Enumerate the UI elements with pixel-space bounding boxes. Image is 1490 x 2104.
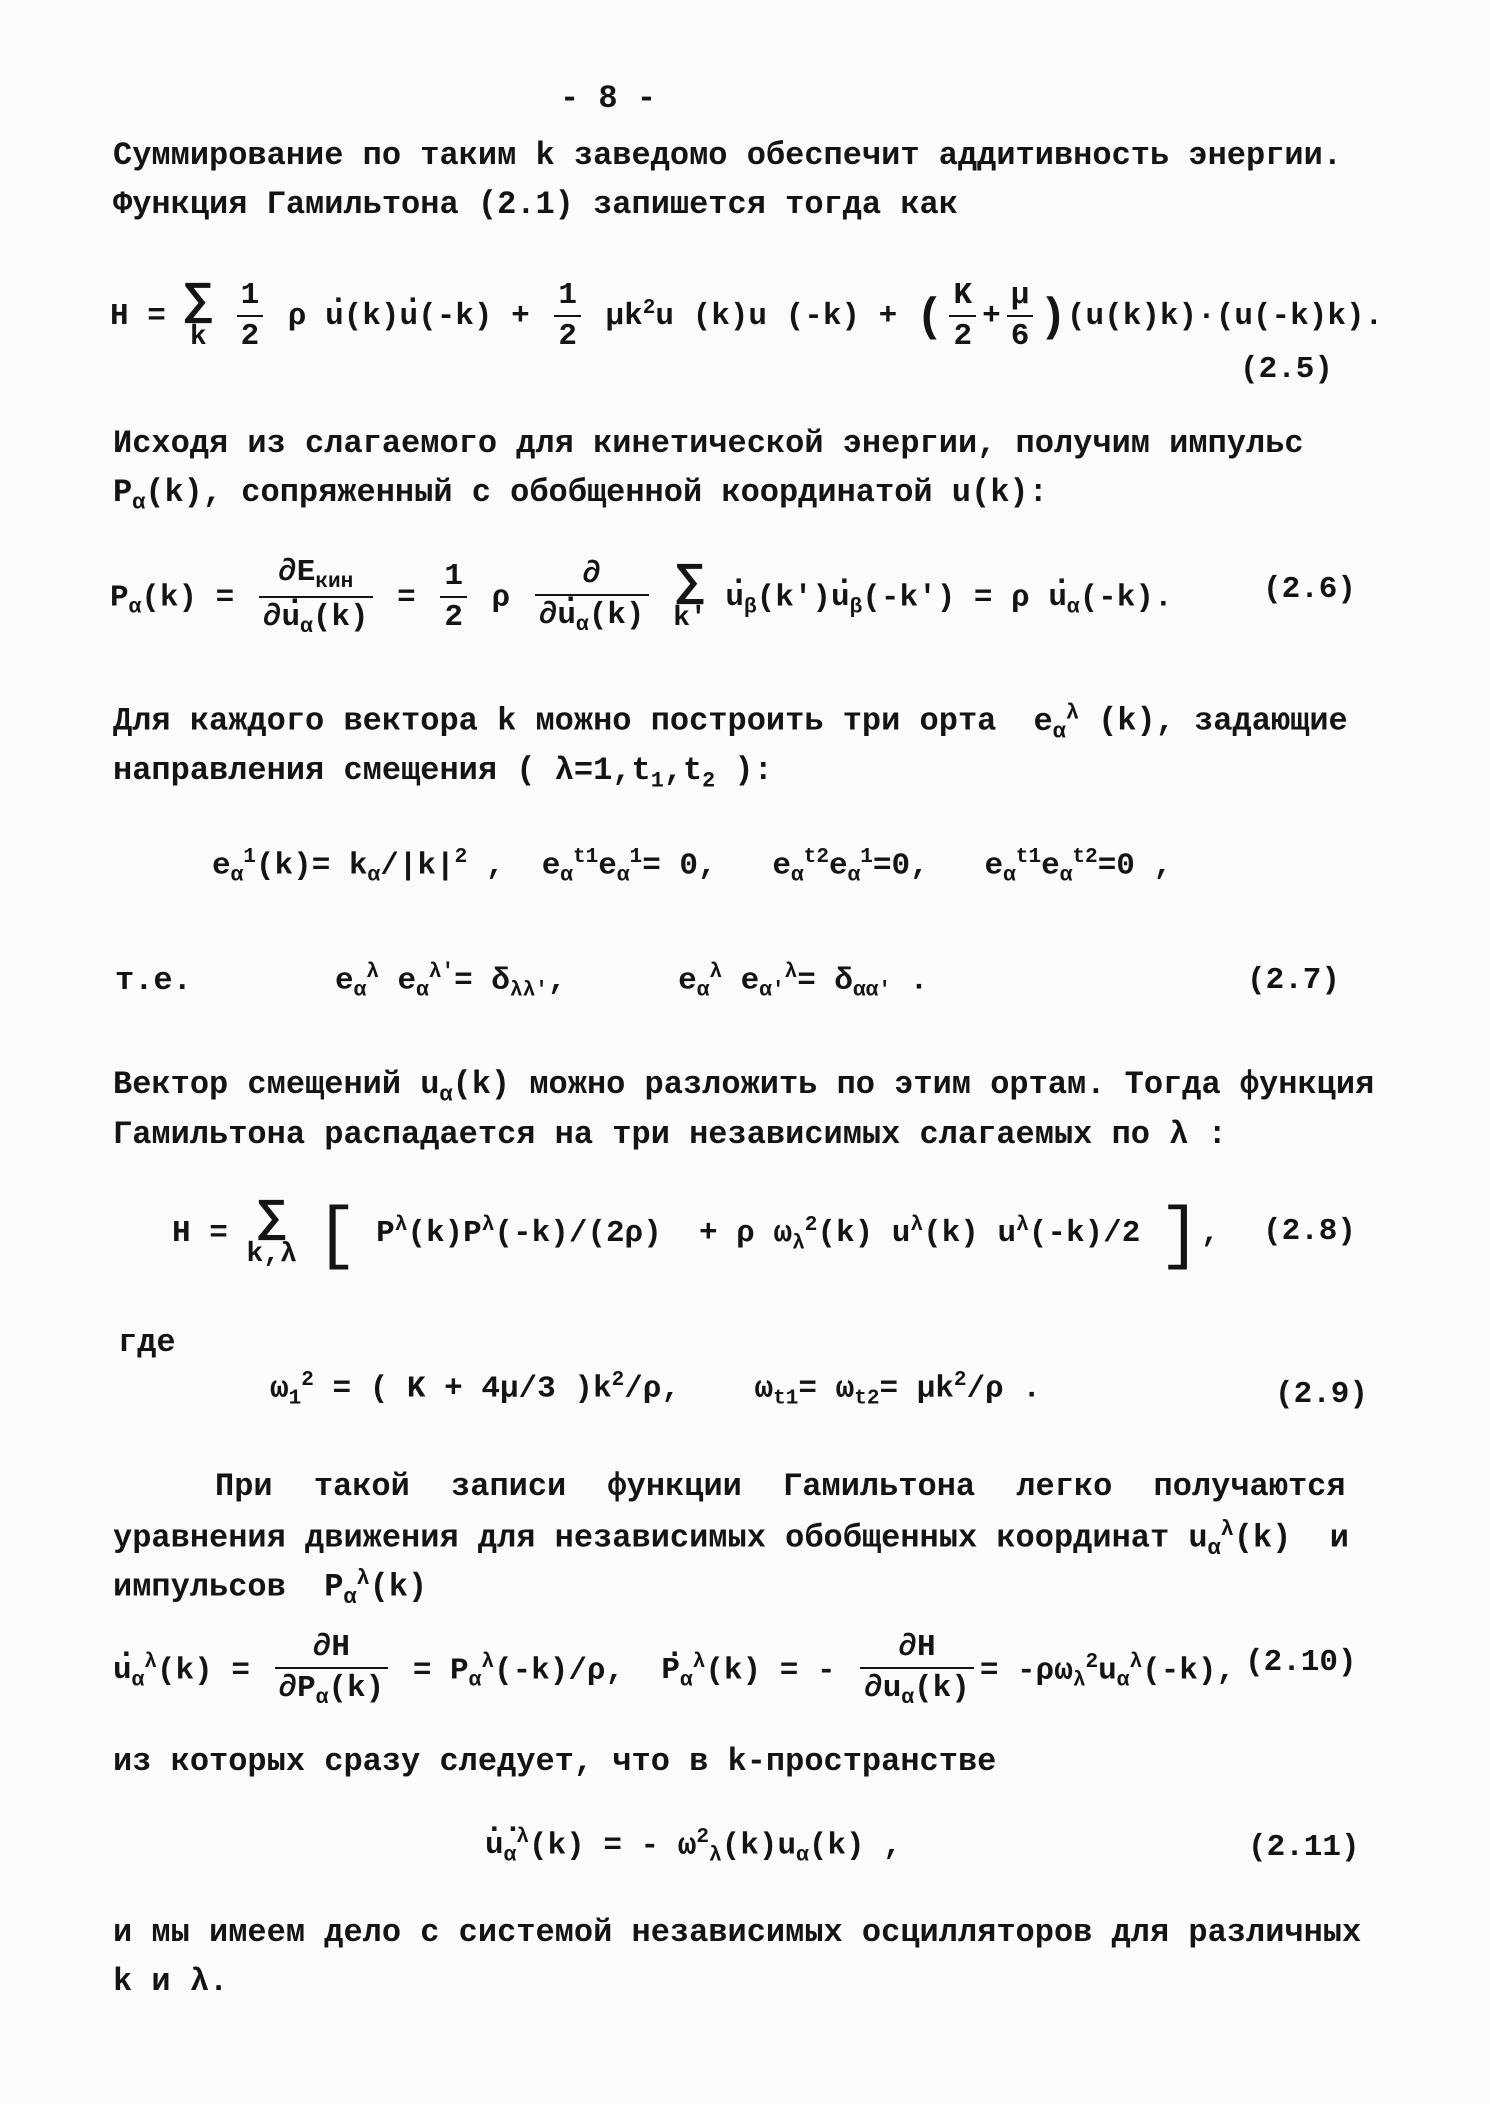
paragraph-2-line-1: Исходя из слагаемого для кинетической энергии, получим импульс [113,425,1304,462]
equation-label-2-6: (2.6) [1263,572,1357,607]
equation-2-7: $e_\alpha^\lambda$ $e_\alpha^{\lambda'}= \delta_{\lambda\lambda'}$, $e_\alpha^\lambda$ $e_{\alpha'}^\lambda= \delta_{\alpha\alpha'}$ . [335,960,929,1003]
paragraph-3-line-1-end: (k), задающие [1098,702,1348,740]
equation-label-2-11: (2.11) [1248,1830,1360,1865]
equation-label-2-8: (2.8) [1263,1214,1357,1249]
paragraph-6-line-1: из которых сразу следует, что в k-пространстве [113,1743,997,1780]
paragraph-2-line-2-text: , сопряженный с обобщенной координатой u(k): [202,474,1048,511]
page-number: - 8 - [560,80,657,117]
equation-2-8: H = ∑ k,λ [ $P^\lambda(k)P^\lambda(-k)/(2\rho) + \rho$ $\omega_\lambda^2(k)$ $u^\lambda(k)$ $u^\lambda(-k)/2$ ], [172,1192,1220,1278]
paragraph-7-line-1: и мы имеем дело с системой независимых осцилляторов для различных [113,1914,1362,1951]
paragraph-5-line-1: При такой записи функции Гамильтона легко получаются [215,1468,1346,1505]
equation-2-9: $\omega_1^2$ = ( K + 4μ/3 )$k^2/\rho$, $\omega_{t1}= \omega_{t2}= \mu k^2/\rho$ . [270,1368,1041,1411]
where-label: где [118,1324,176,1361]
paragraph-4-line-1: Вектор смещений $u_\alpha(k)$ можно разложить по этим ортам. Тогда функция [113,1066,1375,1108]
and-word: и [1329,1519,1349,1557]
paragraph-5-line-3-text: импульсов [113,1568,286,1606]
equation-label-2-7: (2.7) [1247,963,1341,998]
te-label: т.е. [115,962,192,999]
equation-label-2-10: (2.10) [1245,1645,1357,1680]
equation-2-10: . $u_\alpha^\lambda(k)$ = $\frac{\partial H}{\partial P_\alpha(k)}$ = $P_\alpha^\lambda(-k)/\rho$, . $P_\alpha^\lambda(k)$ = - $\frac{\partial H}{\partial u_\alpha(k)}$ = $-\rho\omega_\lambda^2u_\alpha^\lambda(-k)$, [113,1630,1235,1710]
paragraph-3-line-1: Для каждого вектора k можно построить три орта $e_\alpha^\lambda$ (k), задающие [113,700,1348,745]
unit-vector-relations: $e_\alpha^1(k)= k_\alpha/|k|^2$ , $e_\alpha^{t1}e_\alpha^1= 0$, $e_\alpha^{t2}e_\alpha^1=0$, $e_\alpha^{t1}e_\alpha^{t2}=0$ , [212,845,1173,888]
equation-2-6: $P_\alpha(k)$ = $\frac{\partial E_{кин}}{\partial. u_\alpha(k)}$ = $\frac{1}{2}$ ρ $\frac{\partial}{\partial. u_\alpha(k)}$ ∑ k' . $u_\beta(k')$. $u_\beta(-k') = \rho$ . $u_\alpha(-k)$. [110,555,1173,639]
paragraph-3-line-1-text: Для каждого вектора k можно построить три орта [113,702,997,740]
equation-label-2-9: (2.9) [1275,1377,1369,1412]
paragraph-1-line-1: Суммирование по таким k заведомо обеспечит аддитивность энергии. [113,137,1342,174]
paragraph-5-line-2-text: уравнения движения для независимых обобщенных координат [113,1519,1170,1557]
paragraph-4-line-1-rest: (k) можно разложить по этим ортам. Тогда функция [452,1066,1375,1103]
equation-2-5: H = ∑ k $\frac{1}{2}$ ρ . u(k). u(-k) + $\frac{1}{2}$ $\mu k^2u$ (k)u (-k) + ( $\frac{K}{2}$ + $\frac{\mu}{6}$ )(u(k)k)·(u(-k)k). [110,278,1383,354]
paragraph-2-line-2: $P_\alpha(k)$, сопряженный с обобщенной координатой u(k): [113,474,1048,516]
paragraph-3-line-2: направления смещения ( $\lambda=1,t_1,t_2$ ): [113,752,773,794]
paragraph-4-line-2: Гамильтона распадается на три независимых слагаемых по λ : [113,1116,1227,1153]
paragraph-3-line-2-text: направления смещения ( [113,752,536,789]
equation-2-11: .. $u_\alpha^\lambda(k)$ = - $\omega^2_\lambda(k)u_\alpha(k)$ , [485,1825,902,1868]
equation-label-2-5: (2.5) [1240,352,1334,387]
paragraph-7-line-2: k и λ. [113,1963,229,2000]
paragraph-5-line-3: импульсов $P_\alpha^\lambda(k)$ [113,1566,428,1611]
paragraph-4-line-1-text: Вектор смещений u [113,1066,440,1103]
paragraph-1-line-2: Функция Гамильтона (2.1) запишется тогда как [113,186,958,223]
paragraph-5-line-2: уравнения движения для независимых обобщенных координат $u_\alpha^\lambda(k)$ и [113,1517,1349,1562]
